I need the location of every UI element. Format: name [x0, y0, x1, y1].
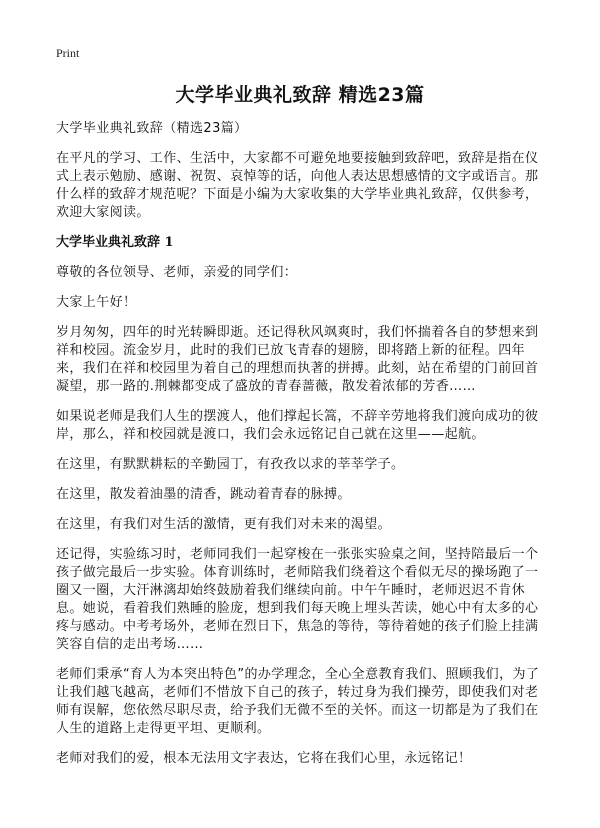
section-heading: 大学毕业典礼致辞 1 [56, 235, 174, 250]
body-paragraph: 在这里，有默默耕耘的辛勤园丁，有孜孜以求的莘莘学子。 [56, 457, 405, 472]
page-title: 大学毕业典礼致辞 精选23篇 [175, 84, 425, 106]
document-subtitle: 大学毕业典礼致辞（精选23篇） [56, 121, 248, 136]
body-paragraph: 在这里，有我们对生活的激情，更有我们对未来的渴望。 [56, 517, 392, 532]
print-link[interactable]: Print [56, 46, 80, 60]
body-paragraph: 尊敬的各位领导、老师，亲爱的同学们： [56, 265, 298, 280]
intro-paragraph: 在平凡的学习、工作、生活中，大家都不可避免地要接触到致辞吧，致辞是指在仪式上表示勉励、感谢、祝贺、哀悼等的话，向他人表达思想感情的文字或语言。那什么样的致辞才规范呢？下面是小编为大家收集的大学毕业典礼致辞，仅供参考，欢迎大家阅读。 [56, 151, 539, 220]
body-paragraph: 在这里，散发着油墨的清香，跳动着青春的脉搏。 [56, 487, 351, 502]
body-paragraph: 如果说老师是我们人生的摆渡人，他们撑起长篙，不辞辛劳地将我们渡向成功的彼岸，那么，祥和校园就是渡口，我们会永远铭记自己就在这里——起航。 [56, 409, 539, 442]
body-paragraph: 老师对我们的爱，根本无法用文字表达，它将在我们心里，永远铭记！ [56, 751, 472, 766]
body-paragraph: 还记得，实验练习时，老师同我们一起穿梭在一张张实验桌之间，坚持陪最后一个孩子做完最后一步实验。体育训练时，老师陪我们绕着这个看似无尽的操场跑了一圈又一圈，大汗淋漓却始终鼓励着我们继续向前。中午午睡时，老师迟迟不肯休息。她说，看着我们熟睡的脸庞，想到我们每天晚上埋头苦读，她心中有太多的心疼与感动。中考考场外，老师在烈日下，焦急的等待，等待着她的孩子们脸上挂满笑容自信的走出考场…… [56, 547, 539, 652]
body-paragraph: 大家上午好！ [56, 295, 137, 310]
body-paragraph: 岁月匆匆，四年的时光转瞬即逝。还记得秋风飒爽时，我们怀揣着各自的梦想来到祥和校园。流金岁月，此时的我们已放飞青春的翅膀，即将踏上新的征程。四年来，我们在祥和校园里为着自己的理想而执著的拼搏。此刻，站在希望的门前回首凝望，那一路的.荆棘都变成了盛放的青春蔷薇，散发着浓郁的芳香…… [56, 325, 539, 394]
body-paragraph: 老师们秉承“育人为本突出特色”的办学理念，全心全意教育我们、照顾我们，为了让我们越飞越高，老师们不惜放下自己的孩子，转过身为我们操劳，即使我们对老师有误解，您依然尽职尽责，给予我们无微不至的关怀。而这一切都是为了我们在人生的道路上走得更平坦、更顺利。 [56, 667, 540, 736]
article-body [56, 120, 550, 780]
